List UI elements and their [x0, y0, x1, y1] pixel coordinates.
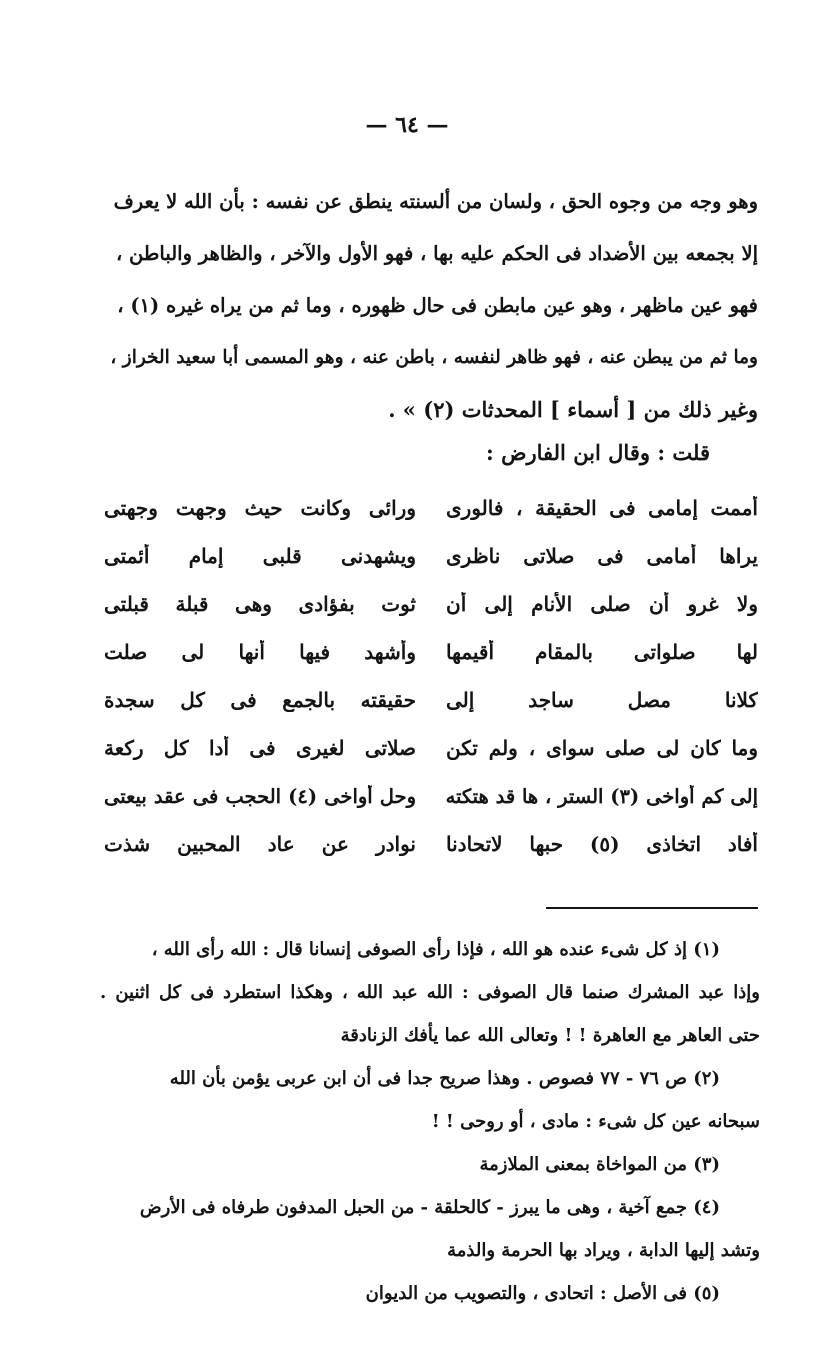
footnote-line: (٣) من المواخاة بمعنى الملازمة — [479, 1154, 720, 1175]
verse-first-hemistich: يراها أمامى فى صلاتى ناظرى — [446, 544, 758, 568]
footnote-line: (٤) جمع آخية ، وهى ما يبرز - كالحلقة - من الحبل المدفون طرفاه فى الأرض — [139, 1197, 720, 1218]
verse-second-hemistich: وأشهد فيها أنها لى صلت — [104, 640, 416, 664]
footnote-line: حتى العاهر مع العاهرة ! ! وتعالى الله عما يأفك الزنادقة — [340, 1025, 760, 1046]
footnote-line: وتشد إليها الدابة ، ويراد بها الحرمة والذمة — [447, 1240, 760, 1261]
verse-second-hemistich: ويشهدنى قلبى إمام أئمتى — [104, 544, 416, 568]
verse-first-hemistich: لها صلواتى بالمقام أقيمها — [446, 640, 758, 664]
poem-verse — [104, 580, 758, 628]
footnote-separator — [546, 907, 758, 909]
prose-line: وهو وجه من وجوه الحق ، ولسان من ألسنته ينطق عن نفسه : بأن الله لا يعرف — [113, 190, 758, 213]
footnote-line: (٢) ص ٧٦ - ٧٧ فصوص . وهذا صريح جدا فى أن ابن عربى يؤمن بأن الله — [169, 1068, 720, 1089]
footnote-line: (٥) فى الأصل : اتحادى ، والتصويب من الديوان — [365, 1283, 720, 1304]
verse-first-hemistich: كلانا مصل ساجد إلى — [446, 688, 758, 712]
page-number: — ٦٤ — — [365, 112, 449, 138]
footnotes — [100, 928, 760, 1315]
prose-line: فهو عين ماظهر ، وهو عين مابطن فى حال ظهوره ، وما ثم من يراه غيره (١) ، — [117, 294, 758, 317]
poem — [104, 484, 758, 868]
poem-verse — [104, 532, 758, 580]
verse-second-hemistich: حقيقته بالجمع فى كل سجدة — [104, 688, 416, 712]
footnote-line: سبحانه عين كل شىء : مادى ، أو روحى ! ! — [431, 1111, 760, 1132]
verse-second-hemistich: نوادر عن عاد المحبين شذت — [104, 832, 416, 856]
poem-verse — [104, 724, 758, 772]
verse-second-hemistich: ورائى وكانت حيث وجهت وجهتى — [104, 496, 416, 520]
verse-second-hemistich: وحل أواخى (٤) الحجب فى عقد بيعتى — [104, 784, 416, 808]
verse-first-hemistich: ولا غرو أن صلى الأنام إلى أن — [446, 592, 758, 616]
prose-paragraph — [104, 176, 758, 436]
poem-verse — [104, 820, 758, 868]
poem-verse — [104, 484, 758, 532]
prose-line: وغير ذلك من [ أسماء ] المحدثات (٢) » . — [388, 397, 758, 422]
verse-first-hemistich: أفاد اتخاذى (٥) حبها لاتحادنا — [446, 832, 758, 856]
verse-first-hemistich: أممت إمامى فى الحقيقة ، فالورى — [446, 496, 758, 520]
verse-second-hemistich: صلاتى لغيرى فى أدا كل ركعة — [104, 736, 416, 760]
footnote-line: وإذا عبد المشرك صنما قال الصوفى : الله عبد الله ، وهكذا استطرد فى كل اثنين . — [100, 982, 760, 1003]
verse-first-hemistich: إلى كم أواخى (٣) الستر ، ها قد هتكته — [446, 784, 758, 808]
poem-intro: قلت : وقال ابن الفارض : — [486, 440, 710, 465]
poem-verse — [104, 676, 758, 724]
footnote-line: (١) إذ كل شىء عنده هو الله ، فإذا رأى الصوفى إنسانا قال : الله رأى الله ، — [151, 939, 720, 960]
prose-line: وما ثم من يبطن عنه ، فهو ظاهر لنفسه ، باطن عنه ، وهو المسمى أبا سعيد الخراز ، — [110, 347, 758, 368]
verse-first-hemistich: وما كان لى صلى سواى ، ولم تكن — [446, 736, 758, 760]
prose-line: إلا بجمعه بين الأضداد فى الحكم عليه بها ، فهو الأول والآخر ، والظاهر والباطن ، — [115, 242, 758, 265]
poem-verse — [104, 772, 758, 820]
verse-second-hemistich: ثوت بفؤادى وهى قبلة قبلتى — [104, 592, 416, 616]
poem-verse — [104, 628, 758, 676]
